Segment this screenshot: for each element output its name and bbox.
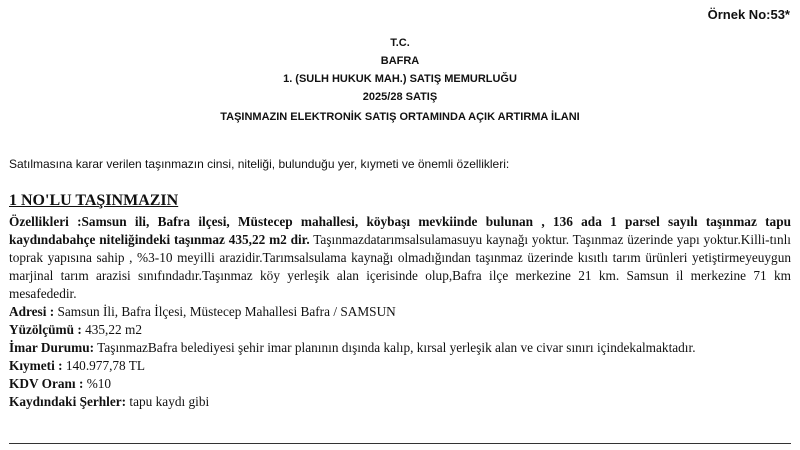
property-features (9, 213, 791, 303)
announcement-title: TAŞINMAZIN ELEKTRONİK SATIŞ ORTAMINDA AÇIK ARTIRMA İLANI (220, 111, 580, 123)
property-encumbrances (9, 393, 791, 411)
encumbrance-label: Kaydındaki Şerhler: (9, 394, 127, 409)
zoning-value: TaşınmazBafra belediyesi şehir imar planının dışında kalıp, kırsal yerleşik alan ve civar sınırı içindekalmaktadır. (94, 340, 696, 355)
intro-text: Satılmasına karar verilen taşınmazın cinsi, niteliği, bulunduğu yer, kıymeti ve önemli özellikleri: (9, 157, 510, 171)
vat-label: KDV Oranı : (9, 376, 84, 391)
property-value (9, 357, 791, 375)
value-amount: 140.977,78 TL (62, 358, 146, 373)
header-line-district: BAFRA (380, 55, 420, 67)
zoning-label: İmar Durumu: (9, 340, 95, 355)
property-zoning (9, 339, 791, 357)
area-value: 435,22 m2 (81, 322, 142, 337)
document-header (0, 34, 800, 106)
property-area (9, 321, 791, 339)
value-label: Kıymeti : (9, 358, 63, 373)
property-vat (9, 375, 791, 393)
address-label: Adresi : (9, 304, 55, 319)
property-details (9, 213, 791, 411)
section-divider (9, 443, 791, 444)
features-bold: Özellikleri :Samsun ili, Bafra ilçesi, Müstecep mahallesi, köybaşı mevkiinde bulunan , 136 ada 1 parsel sayılı taşınmaz tapu kaydındabahçe niteliğindeki taşınmaz 435,22 m2 dir. (9, 214, 791, 247)
property-heading: 1 NO'LU TAŞINMAZIN (9, 192, 179, 209)
address-value: Samsun İli, Bafra İlçesi, Müstecep Mahallesi Bafra / SAMSUN (54, 304, 396, 319)
property-address (9, 303, 791, 321)
encumbrance-value: tapu kaydı gibi (126, 394, 210, 409)
header-line-sale-number: 2025/28 SATIŞ (362, 91, 438, 103)
form-number: Örnek No:53* (707, 7, 790, 22)
area-label: Yüzölçümü : (9, 322, 82, 337)
header-line-office: 1. (SULH HUKUK MAH.) SATIŞ MEMURLUĞU (283, 73, 517, 85)
vat-value: %10 (83, 376, 112, 391)
features-text: Taşınmazdatarımsalsulamasuyu kaynağı yoktur. Taşınmaz üzerinde yapı yoktur.Killi-tınlı toprak yapısına sahip , %3-10 meyilli arazidir.Tarımsalsulama kaynağı olmadığından taşınmaz üzerinde kısıtlı tarım ürünleri yetiştirmeyeuygun marjinal tarım arazisi sınıfındadır.Taşınmaz köy yerleşik alan içerisinde olup,Bafra ilçe merkezine 21 km. Samsun il merkezine 71 km mesafededir. (9, 232, 791, 301)
header-line-tc: T.C. (390, 37, 410, 49)
